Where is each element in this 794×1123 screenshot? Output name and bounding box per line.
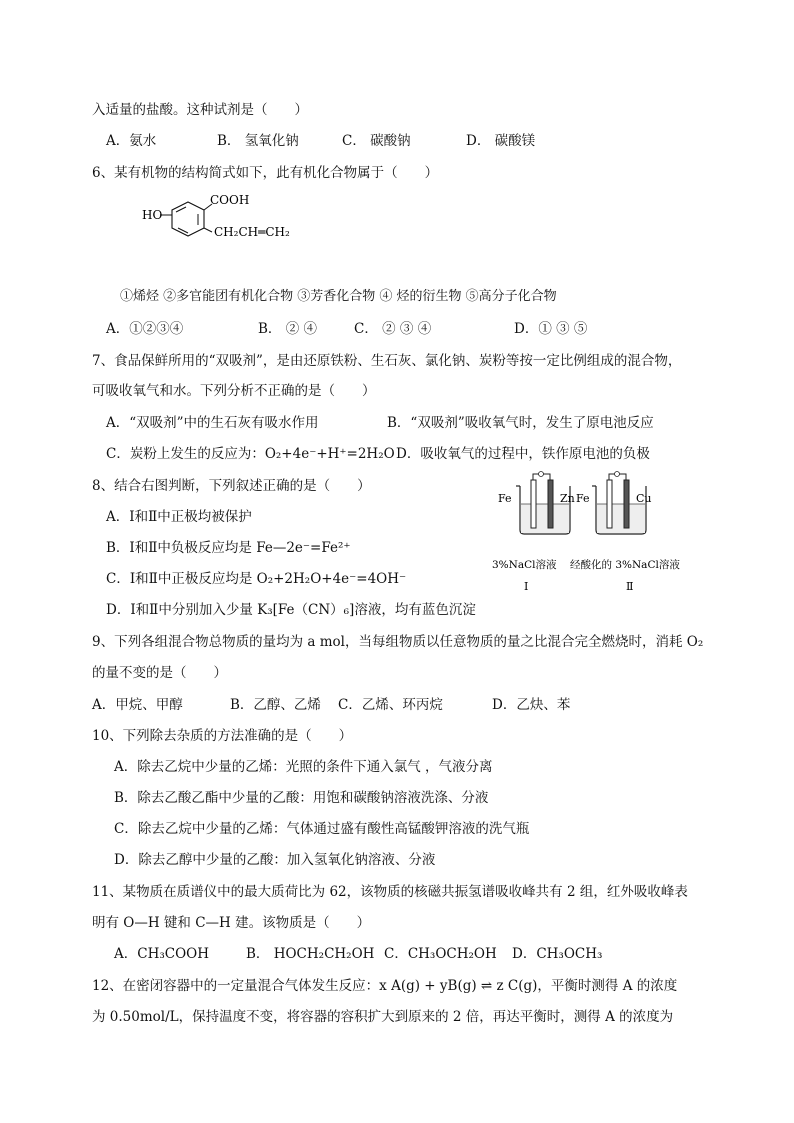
electrode-cu: Cu xyxy=(636,492,652,505)
solution-1-label: 3%NaCl溶液 xyxy=(492,559,557,571)
q12-stem-line2: 为 0.50mol/L，保持温度不变，将容器的容积扩大到原来的 2 倍，再达平衡时，测得 A 的浓度为 xyxy=(92,1009,674,1025)
q5-option-d: D． 碳酸镁 xyxy=(466,133,536,149)
cell-2-label: Ⅱ xyxy=(626,580,634,593)
q11-option-d: D．CH₃OCH₃ xyxy=(512,946,603,962)
cell-1-label: Ⅰ xyxy=(524,580,529,593)
q7-option-b: B．“双吸剂”吸收氧气时，发生了原电池反应 xyxy=(387,415,654,431)
q6-structure-diagram xyxy=(140,194,300,250)
allyl-chain-label: CH₂CH═CH₂ xyxy=(214,225,290,239)
q5-option-a: A．氨水 xyxy=(106,133,157,149)
q11-stem-line1: 11、某物质在质谱仪中的最大质荷比为 62，该物质的核磁共振氢谱吸收峰共有 2 组，红外吸收峰表 xyxy=(92,884,688,900)
q8-stem: 8、结合右图判断，下列叙述正确的是（ ） xyxy=(92,478,371,494)
q9-option-d: D．乙炔、苯 xyxy=(492,697,571,713)
electrode-zn: Zn xyxy=(560,492,575,505)
q9-stem-line1: 9、下列各组混合物总物质的量均为 a mol，当每组物质以任意物质的量之比混合完全燃烧时，消耗 O₂ xyxy=(92,634,704,650)
q11-option-b: B． HOCH₂CH₂OH xyxy=(246,946,375,962)
q8-option-b: B．Ⅰ和Ⅱ中负极反应均是 Fe—2e⁻=Fe²⁺ xyxy=(106,540,351,556)
q6-option-a: A．①②③④ xyxy=(106,321,184,337)
q11-option-a: A．CH₃COOH xyxy=(114,946,210,962)
q9-stem-line2: 的量不变的是（ ） xyxy=(92,665,227,681)
q7-option-d: D．吸收氧气的过程中，铁作原电池的负极 xyxy=(396,446,650,462)
q12-stem-line1: 12、在密闭容器中的一定量混合气体发生反应：x A(g) + yB(g) ⇌ z C(g)，平衡时测得 A 的浓度 xyxy=(92,978,678,994)
q7-option-c: C．炭粉上发生的反应为：O₂+4e⁻+H⁺=2H₂O xyxy=(106,446,395,462)
q8-option-a: A．Ⅰ和Ⅱ中正极均被保护 xyxy=(106,509,252,525)
q9-option-b: B．乙醇、乙烯 xyxy=(230,697,321,713)
q8-option-d: D．Ⅰ和Ⅱ中分别加入少量 K₃[Fe（CN）₆]溶液，均有蓝色沉淀 xyxy=(106,602,476,618)
q6-option-d: D．① ③ ⑤ xyxy=(514,321,588,337)
q5-option-c: C． 碳酸钠 xyxy=(342,133,411,149)
q11-option-c: C．CH₃OCH₂OH xyxy=(384,946,497,962)
cooh-label: COOH xyxy=(210,194,250,207)
q8-cells-figure xyxy=(490,470,702,594)
q8-option-c: C．Ⅰ和Ⅱ中正极反应均是 O₂+2H₂O+4e⁻=4OH⁻ xyxy=(106,571,407,587)
electrode-fe-1: Fe xyxy=(498,492,512,505)
q7-stem-line2: 可吸收氧气和水。下列分析不正确的是（ ） xyxy=(92,383,376,399)
q5-option-b: B． 氢氧化钠 xyxy=(217,133,299,149)
q10-stem: 10、下列除去杂质的方法准确的是（ ） xyxy=(92,728,353,744)
electrode-fe-2: Fe xyxy=(576,492,590,505)
q6-option-c: C． ② ③ ④ xyxy=(354,321,432,337)
q6-stem: 6、某有机物的结构简式如下，此有机化合物属于（ ） xyxy=(92,165,439,181)
ho-label: HO xyxy=(142,208,163,222)
q7-option-a: A．“双吸剂”中的生石灰有吸水作用 xyxy=(106,415,319,431)
q9-option-c: C．乙烯、环丙烷 xyxy=(338,697,443,713)
q6-option-b: B． ② ④ xyxy=(258,321,318,337)
q10-option-c: C．除去乙烷中少量的乙烯：气体通过盛有酸性高锰酸钾溶液的洗气瓶 xyxy=(114,821,530,837)
q9-option-a: A．甲烷、甲醇 xyxy=(92,697,183,713)
q7-stem-line1: 7、食品保鲜所用的“双吸剂”，是由还原铁粉、生石灰、氯化钠、炭粉等按一定比例组成的混合物， xyxy=(92,353,682,369)
q10-option-d: D．除去乙醇中少量的乙酸：加入氢氧化钠溶液、分液 xyxy=(114,852,436,868)
q10-option-b: B．除去乙酸乙酯中少量的乙酸：用饱和碳酸钠溶液洗涤、分液 xyxy=(114,790,489,806)
q5-stem: 入适量的盐酸。这种试剂是（ ） xyxy=(92,102,308,118)
q11-stem-line2: 明有 O—H 键和 C—H 建。该物质是（ ） xyxy=(92,915,371,931)
solution-2-label: 经酸化的 3%NaCl溶液 xyxy=(570,559,680,571)
q6-categories: ①烯烃 ②多官能团有机化合物 ③芳香化合物 ④ 烃的衍生物 ⑤高分子化合物 xyxy=(120,289,557,304)
q10-option-a: A．除去乙烷中少量的乙烯：光照的条件下通入氯气 ，气液分离 xyxy=(114,759,493,775)
